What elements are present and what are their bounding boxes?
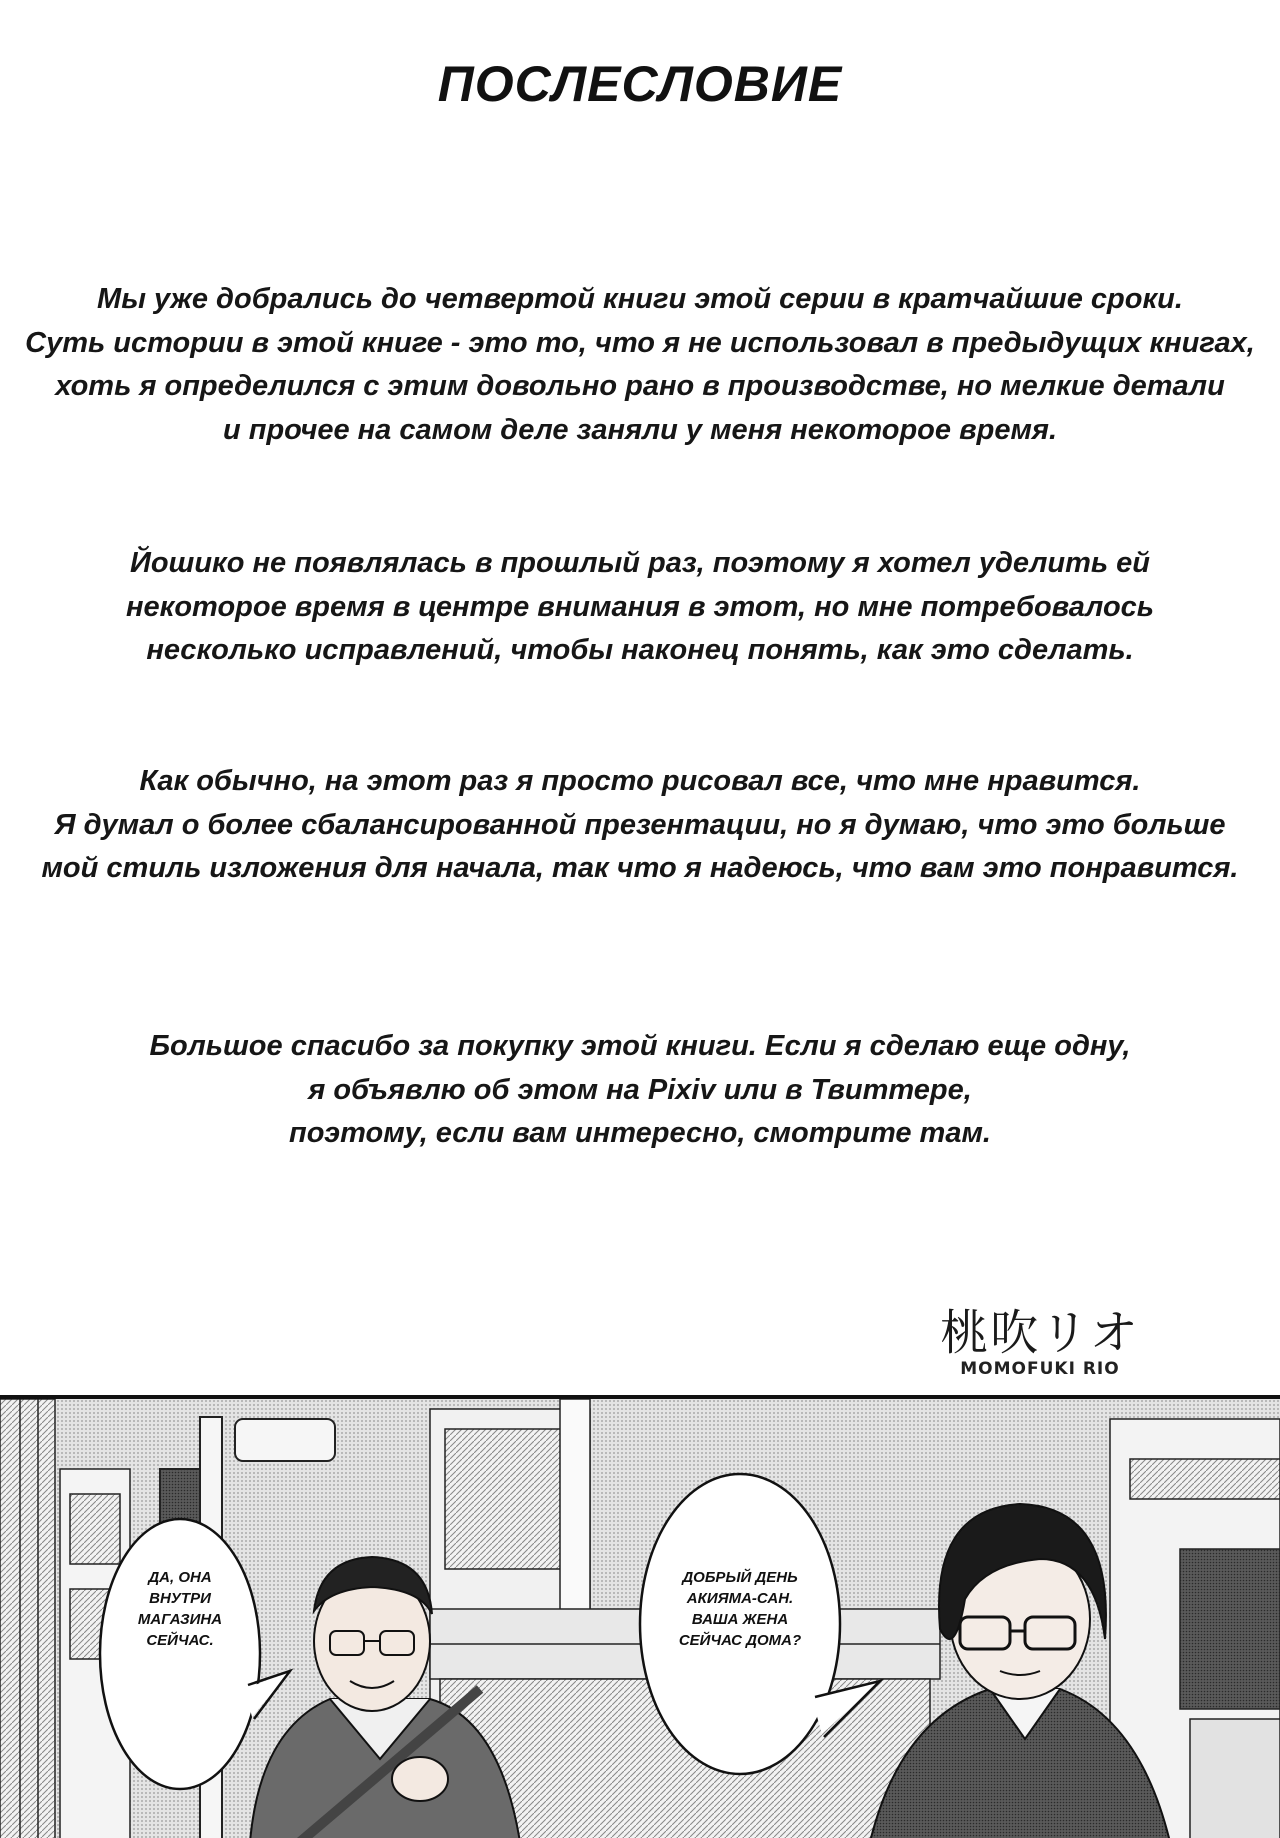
paragraph-3 [20,760,1260,891]
bubble-line: СЕЙЧАС ДОМА? [678,1632,802,1649]
author-signature [920,1305,1160,1379]
paragraph-line: Мы уже добрались до четвертой книги этой серии в кратчайшие сроки. [97,283,1183,315]
paragraph-line: поэтому, если вам интересно, смотрите там. [289,1117,991,1149]
bubble-line: ВНУТРИ [149,1590,211,1607]
page-title: ПОСЛЕСЛОВИЕ [437,56,843,112]
paragraph-4 [20,1025,1260,1156]
paragraph-line: я объявлю об этом на Pixiv или в Твиттере, [308,1073,972,1106]
paragraph-line: мой стиль изложения для начала, так что я надеюсь, что вам это понравится. [41,852,1239,884]
speech-bubble-left-text [120,1567,240,1651]
speech-bubble-right-text [650,1567,830,1651]
bubble-line: СЕЙЧАС. [146,1632,214,1649]
bubble-line: АКИЯМА-САН. [686,1590,794,1607]
paragraph-line: Суть истории в этой книге - это то, что я не использовал в предыдущих книгах, [25,326,1255,359]
bubble-line: ДОБРЫЙ ДЕНЬ [682,1569,798,1586]
bubble-line: ДА, ОНА [148,1569,212,1586]
paragraph-line: Большое спасибо за покупку этой книги. Если я сделаю еще одну, [149,1030,1131,1062]
paragraph-line: Йошико не появлялась в прошлый раз, поэтому я хотел уделить ей [129,547,1151,579]
bubble-line: ВАША ЖЕНА [691,1611,789,1628]
paragraph-line: хоть я определился с этим довольно рано в производстве, но мелкие детали [55,370,1225,402]
paragraph-line: Я думал о более сбалансированной презентации, но я думаю, что это больше [54,808,1226,841]
paragraph-2 [20,542,1260,673]
bubble-line: МАГАЗИНА [137,1611,223,1628]
paragraph-line: Как обычно, на этот раз я просто рисовал все, что мне нравится. [139,765,1141,797]
paragraph-line: и прочее на самом деле заняли у меня некоторое время. [222,413,1058,446]
signature-latin: MOMOFUKI RIO [960,1359,1120,1379]
paragraph-line: некоторое время в центре внимания в этот, но мне потребовалось [125,590,1155,623]
manga-panel [0,1395,1280,1838]
paragraph-1 [20,278,1260,452]
signature-japanese: 桃吹リオ [940,1305,1140,1361]
paragraph-line: несколько исправлений, чтобы наконец понять, как это сделать. [146,634,1134,666]
